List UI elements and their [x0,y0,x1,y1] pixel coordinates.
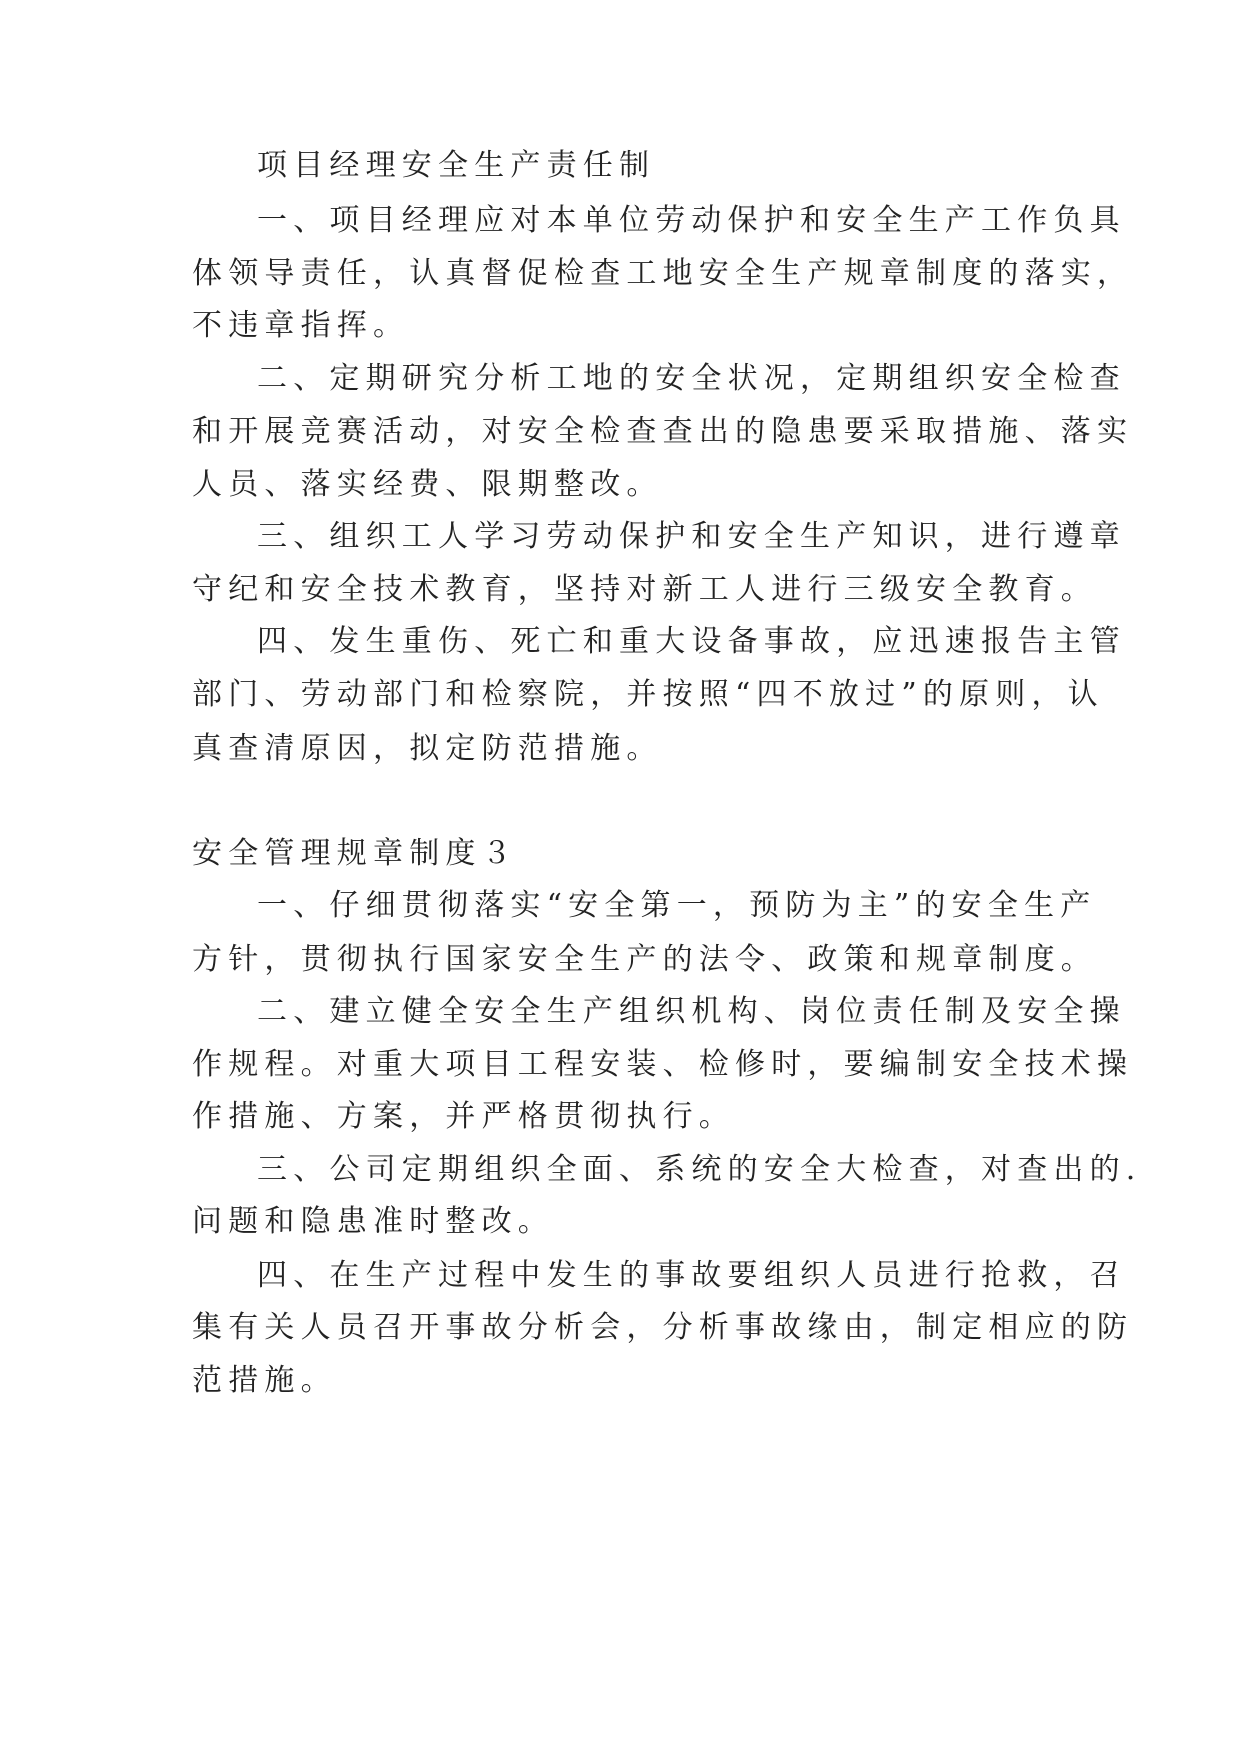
paragraph-line: 四、在生产过程中发生的事故要组织人员进行抢救，召 [257,1258,1126,1293]
paragraph-line: 二、定期研究分析工地的安全状况，定期组织安全检查 [257,361,1126,396]
section-title: 安全管理规章制度３ [192,836,518,871]
paragraph-line: 不违章指挥。 [192,308,410,343]
paragraph-line: 集有关人员召开事故分析会，分析事故缘由，制定相应的防 [192,1310,1134,1345]
paragraph-line: 方针，贯彻执行国家安全生产的法令、政策和规章制度。 [192,942,1097,977]
paragraph-line: 和开展竞赛活动，对安全检查查出的隐患要采取措施、落实 [192,414,1134,449]
paragraph-line: 三、公司定期组织全面、系统的安全大检查，对查出的. [257,1152,1142,1187]
paragraph-line: 二、建立健全安全生产组织机构、岗位责任制及安全操 [257,994,1126,1029]
paragraph-line: 一、项目经理应对本单位劳动保护和安全生产工作负具 [257,203,1126,238]
paragraph-line: 作措施、方案，并严格贯彻执行。 [192,1099,735,1134]
paragraph-line: 范措施。 [192,1363,337,1398]
paragraph-line: 真查清原因，拟定防范措施。 [192,731,663,766]
section-title: 项目经理安全生产责任制 [257,148,656,183]
paragraph-line: 部门、劳动部门和检察院，并按照“四不放过”的原则，认 [192,677,1104,712]
paragraph-line: 一、仔细贯彻落实“安全第一，预防为主”的安全生产 [257,888,1097,923]
paragraph-line: 作规程。对重大项目工程安装、检修时，要编制安全技术操 [192,1047,1134,1082]
paragraph-line: 守纪和安全技术教育，坚持对新工人进行三级安全教育。 [192,572,1097,607]
paragraph-line: 人员、落实经费、限期整改。 [192,467,663,502]
paragraph-line: 体领导责任，认真督促检查工地安全生产规章制度的落实， [192,256,1134,291]
paragraph-line: 四、发生重伤、死亡和重大设备事故，应迅速报告主管 [257,624,1126,659]
paragraph-line: 三、组织工人学习劳动保护和安全生产知识，进行遵章 [257,519,1126,554]
paragraph-line: 问题和隐患准时整改。 [192,1204,554,1239]
